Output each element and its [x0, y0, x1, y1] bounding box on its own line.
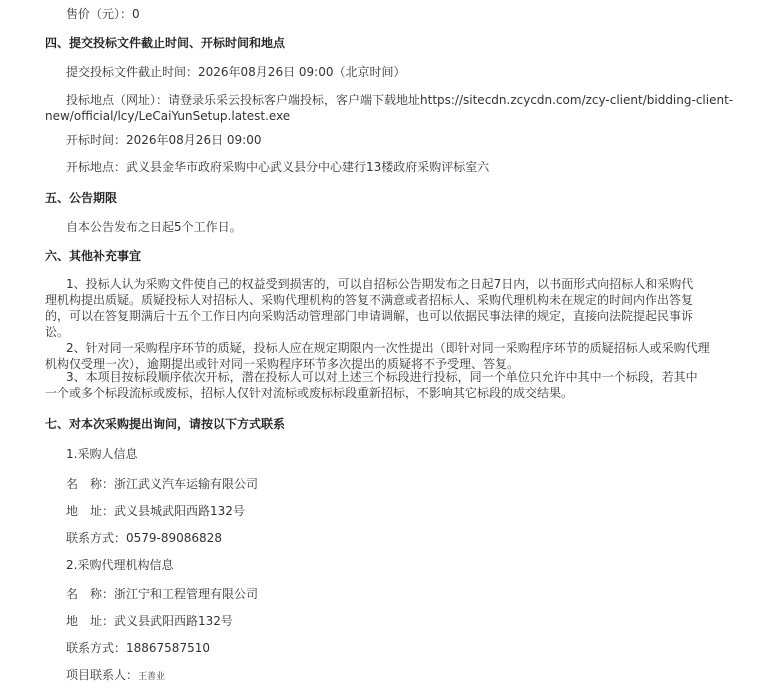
supplement-item-1-line: 理机构提出质疑。质疑投标人对招标人、采购代理机构的答复不满意或者招标人、采购代理机构未在规定的时间内作出答复 [45, 293, 694, 307]
supplement-item-1-line: 1、投标人认为采购文件使自己的权益受到损害的，可以自招标公告期发布之日起7日内，以书面形式向招标人和采购代 [66, 277, 694, 291]
bid-location-line-2[interactable]: new/official/lcy/LeCaiYunSetup.latest.exe [45, 109, 291, 123]
project-contact-label: 项目联系人： [66, 668, 139, 682]
agency-name: 名 称：浙江宁和工程管理有限公司 [66, 587, 259, 601]
bid-deadline: 提交投标文件截止时间：2026年08月26日 09:00（北京时间） [66, 65, 406, 79]
section-6-heading: 六、其他补充事宜 [45, 249, 142, 263]
section-4-heading: 四、提交投标文件截止时间、开标时间和地点 [45, 36, 286, 50]
supplement-item-3-line: 一个或多个标段流标或废标，招标人仅针对流标或废标标段重新招标，不影响其它标段的成交结果。 [45, 386, 574, 400]
project-contact-name: 王善业 [138, 672, 166, 682]
opening-place: 开标地点：武义县金华市政府采购中心武义县分中心建行13楼政府采购评标室六 [66, 160, 490, 174]
bid-location [45, 92, 734, 124]
notice-period: 自本公告发布之日起5个工作日。 [66, 220, 242, 234]
supplement-item-2-line: 2、针对同一采购程序环节的质疑，投标人应在规定期限内一次性提出（即针对同一采购程序环节的质疑招标人或采购代理 [66, 341, 710, 355]
agency-info-title: 2.采购代理机构信息 [66, 558, 174, 572]
supplement-item-1-line: 讼。 [45, 325, 70, 339]
price-line: 售价（元）：0 [66, 7, 140, 21]
supplement-item-3 [45, 369, 715, 401]
purchaser-name: 名 称：浙江武义汽车运输有限公司 [66, 477, 259, 491]
project-contact [66, 667, 165, 685]
purchaser-address: 地 址：武义县城武阳西路132号 [66, 504, 245, 518]
bid-location-line-1[interactable]: 投标地点（网址）：请登录乐采云投标客户端投标，客户端下载地址https://sitecdn.zcycdn.com/zcy-client/bidding-client- [66, 93, 734, 107]
supplement-item-1 [45, 276, 715, 340]
section-7-heading: 七、对本次采购提出询问，请按以下方式联系 [45, 417, 286, 431]
agency-contact: 联系方式：18867587510 [66, 641, 210, 655]
purchaser-info-title: 1.采购人信息 [66, 447, 138, 461]
section-5-heading: 五、公告期限 [45, 191, 118, 205]
supplement-item-1-line: 的，可以在答复期满后十五个工作日内向采购活动管理部门申请调解，也可以依据民事法律的规定，直接向法院提起民事诉 [45, 309, 694, 323]
supplement-item-3-line: 3、本项目按标段顺序依次开标，潜在投标人可以对上述三个标段进行投标，同一个单位只允许中其中一个标段，若其中 [66, 370, 698, 384]
supplement-item-2 [45, 340, 715, 372]
supplement-item-2-line: 机构仅受理一次），逾期提出或针对同一采购程序环节多次提出的质疑将不予受理、答复。 [45, 357, 520, 371]
opening-time: 开标时间：2026年08月26日 09:00 [66, 133, 262, 147]
agency-address: 地 址：武义县武阳西路132号 [66, 614, 233, 628]
purchaser-contact: 联系方式：0579-89086828 [66, 531, 222, 545]
